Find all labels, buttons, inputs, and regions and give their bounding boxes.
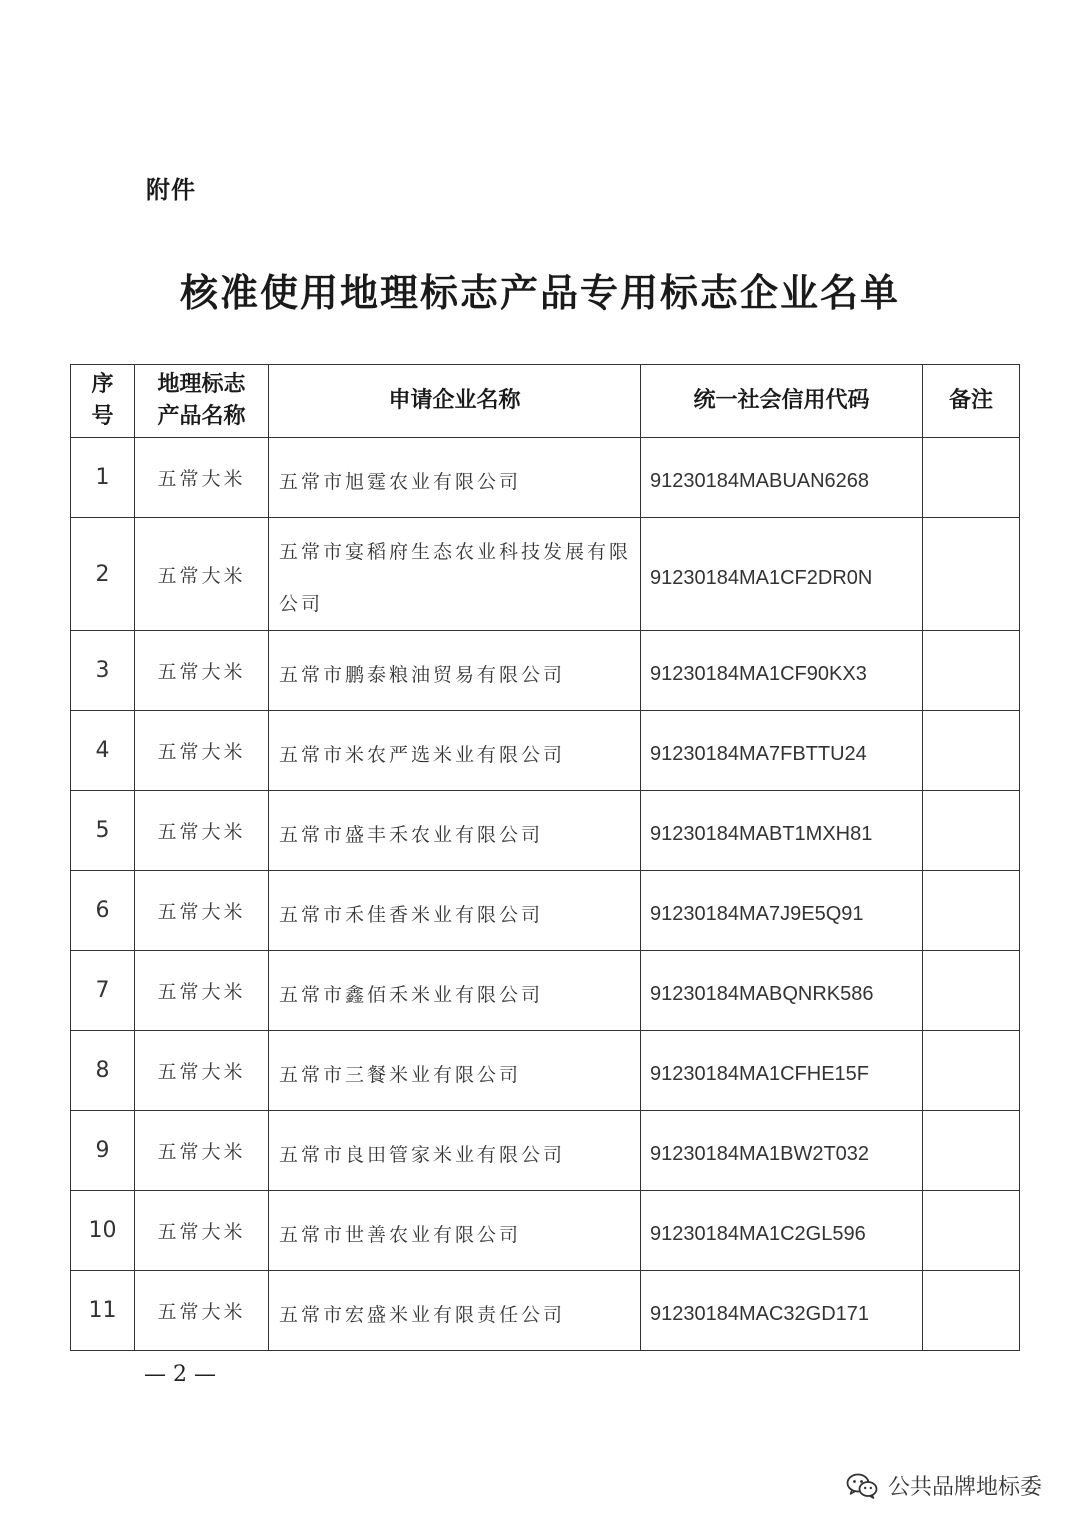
row-note [923, 1111, 1020, 1191]
table-row [71, 951, 1020, 1031]
row-note [923, 1271, 1020, 1351]
header-company: 申请企业名称 [269, 365, 641, 438]
row-credit-code: 91230184MA7FBTTU24 [641, 711, 923, 791]
wechat-icon [846, 1473, 878, 1499]
row-credit-code: 91230184MAC32GD171 [641, 1271, 923, 1351]
row-credit-code: 91230184MA1BW2T032 [641, 1111, 923, 1191]
row-seq: 9 [71, 1111, 135, 1191]
row-credit-code: 91230184MA1CFHE15F [641, 1031, 923, 1111]
row-company-name: 五常市鑫佰禾米业有限公司 [269, 951, 641, 1031]
row-credit-code: 91230184MABT1MXH81 [641, 791, 923, 871]
header-seq: 序 号 [71, 365, 135, 438]
row-note [923, 871, 1020, 951]
attachment-label: 附件 [146, 176, 196, 204]
wechat-watermark [846, 1470, 1042, 1501]
table-header-row [71, 365, 1020, 438]
row-company-name: 五常市三餐米业有限公司 [269, 1031, 641, 1111]
row-company-name: 五常市鹏泰粮油贸易有限公司 [269, 631, 641, 711]
row-note [923, 438, 1020, 518]
row-credit-code: 91230184MA1CF2DR0N [641, 518, 923, 631]
row-company-name: 五常市米农严选米业有限公司 [269, 711, 641, 791]
row-note [923, 951, 1020, 1031]
page-number: — 2 — [144, 1362, 216, 1387]
row-note [923, 1031, 1020, 1111]
row-company-name: 五常市宏盛米业有限责任公司 [269, 1271, 641, 1351]
header-product: 地理标志 产品名称 [135, 365, 269, 438]
row-seq: 4 [71, 711, 135, 791]
row-seq: 3 [71, 631, 135, 711]
table-row [71, 1191, 1020, 1271]
row-company-name: 五常市旭霆农业有限公司 [269, 438, 641, 518]
row-product: 五常大米 [135, 1271, 269, 1351]
row-product: 五常大米 [135, 951, 269, 1031]
table-row [71, 1271, 1020, 1351]
row-product: 五常大米 [135, 1031, 269, 1111]
row-seq: 7 [71, 951, 135, 1031]
table-body [71, 438, 1020, 1351]
row-note [923, 1191, 1020, 1271]
row-product: 五常大米 [135, 791, 269, 871]
table-row [71, 791, 1020, 871]
table-row [71, 711, 1020, 791]
row-seq: 1 [71, 438, 135, 518]
row-credit-code: 91230184MA7J9E5Q91 [641, 871, 923, 951]
row-credit-code: 91230184MA1CF90KX3 [641, 631, 923, 711]
row-note [923, 791, 1020, 871]
row-seq: 11 [71, 1271, 135, 1351]
row-company-name: 五常市世善农业有限公司 [269, 1191, 641, 1271]
row-company-name: 五常市盛丰禾农业有限公司 [269, 791, 641, 871]
row-seq: 5 [71, 791, 135, 871]
table-row [71, 518, 1020, 631]
row-company-name: 五常市良田管家米业有限公司 [269, 1111, 641, 1191]
row-seq: 10 [71, 1191, 135, 1271]
row-product: 五常大米 [135, 631, 269, 711]
header-note: 备注 [923, 365, 1020, 438]
company-list-table [70, 364, 1020, 1351]
row-credit-code: 91230184MA1C2GL596 [641, 1191, 923, 1271]
table-row [71, 1031, 1020, 1111]
table-row [71, 438, 1020, 518]
row-seq: 6 [71, 871, 135, 951]
watermark-text: 公共品牌地标委 [887, 1475, 1042, 1500]
row-seq: 2 [71, 518, 135, 631]
row-seq: 8 [71, 1031, 135, 1111]
row-product: 五常大米 [135, 438, 269, 518]
header-credit-code: 统一社会信用代码 [641, 365, 923, 438]
page-title: 核准使用地理标志产品专用标志企业名单 [179, 270, 900, 315]
row-company-name: 五常市宴稻府生态农业科技发展有限公司 [269, 518, 641, 631]
table-row [71, 1111, 1020, 1191]
row-product: 五常大米 [135, 1111, 269, 1191]
row-product: 五常大米 [135, 711, 269, 791]
table-row [71, 871, 1020, 951]
row-product: 五常大米 [135, 518, 269, 631]
table-row [71, 631, 1020, 711]
row-note [923, 631, 1020, 711]
row-credit-code: 91230184MABQNRK586 [641, 951, 923, 1031]
row-product: 五常大米 [135, 1191, 269, 1271]
row-note [923, 711, 1020, 791]
row-product: 五常大米 [135, 871, 269, 951]
row-note [923, 518, 1020, 631]
row-company-name: 五常市禾佳香米业有限公司 [269, 871, 641, 951]
row-credit-code: 91230184MABUAN6268 [641, 438, 923, 518]
